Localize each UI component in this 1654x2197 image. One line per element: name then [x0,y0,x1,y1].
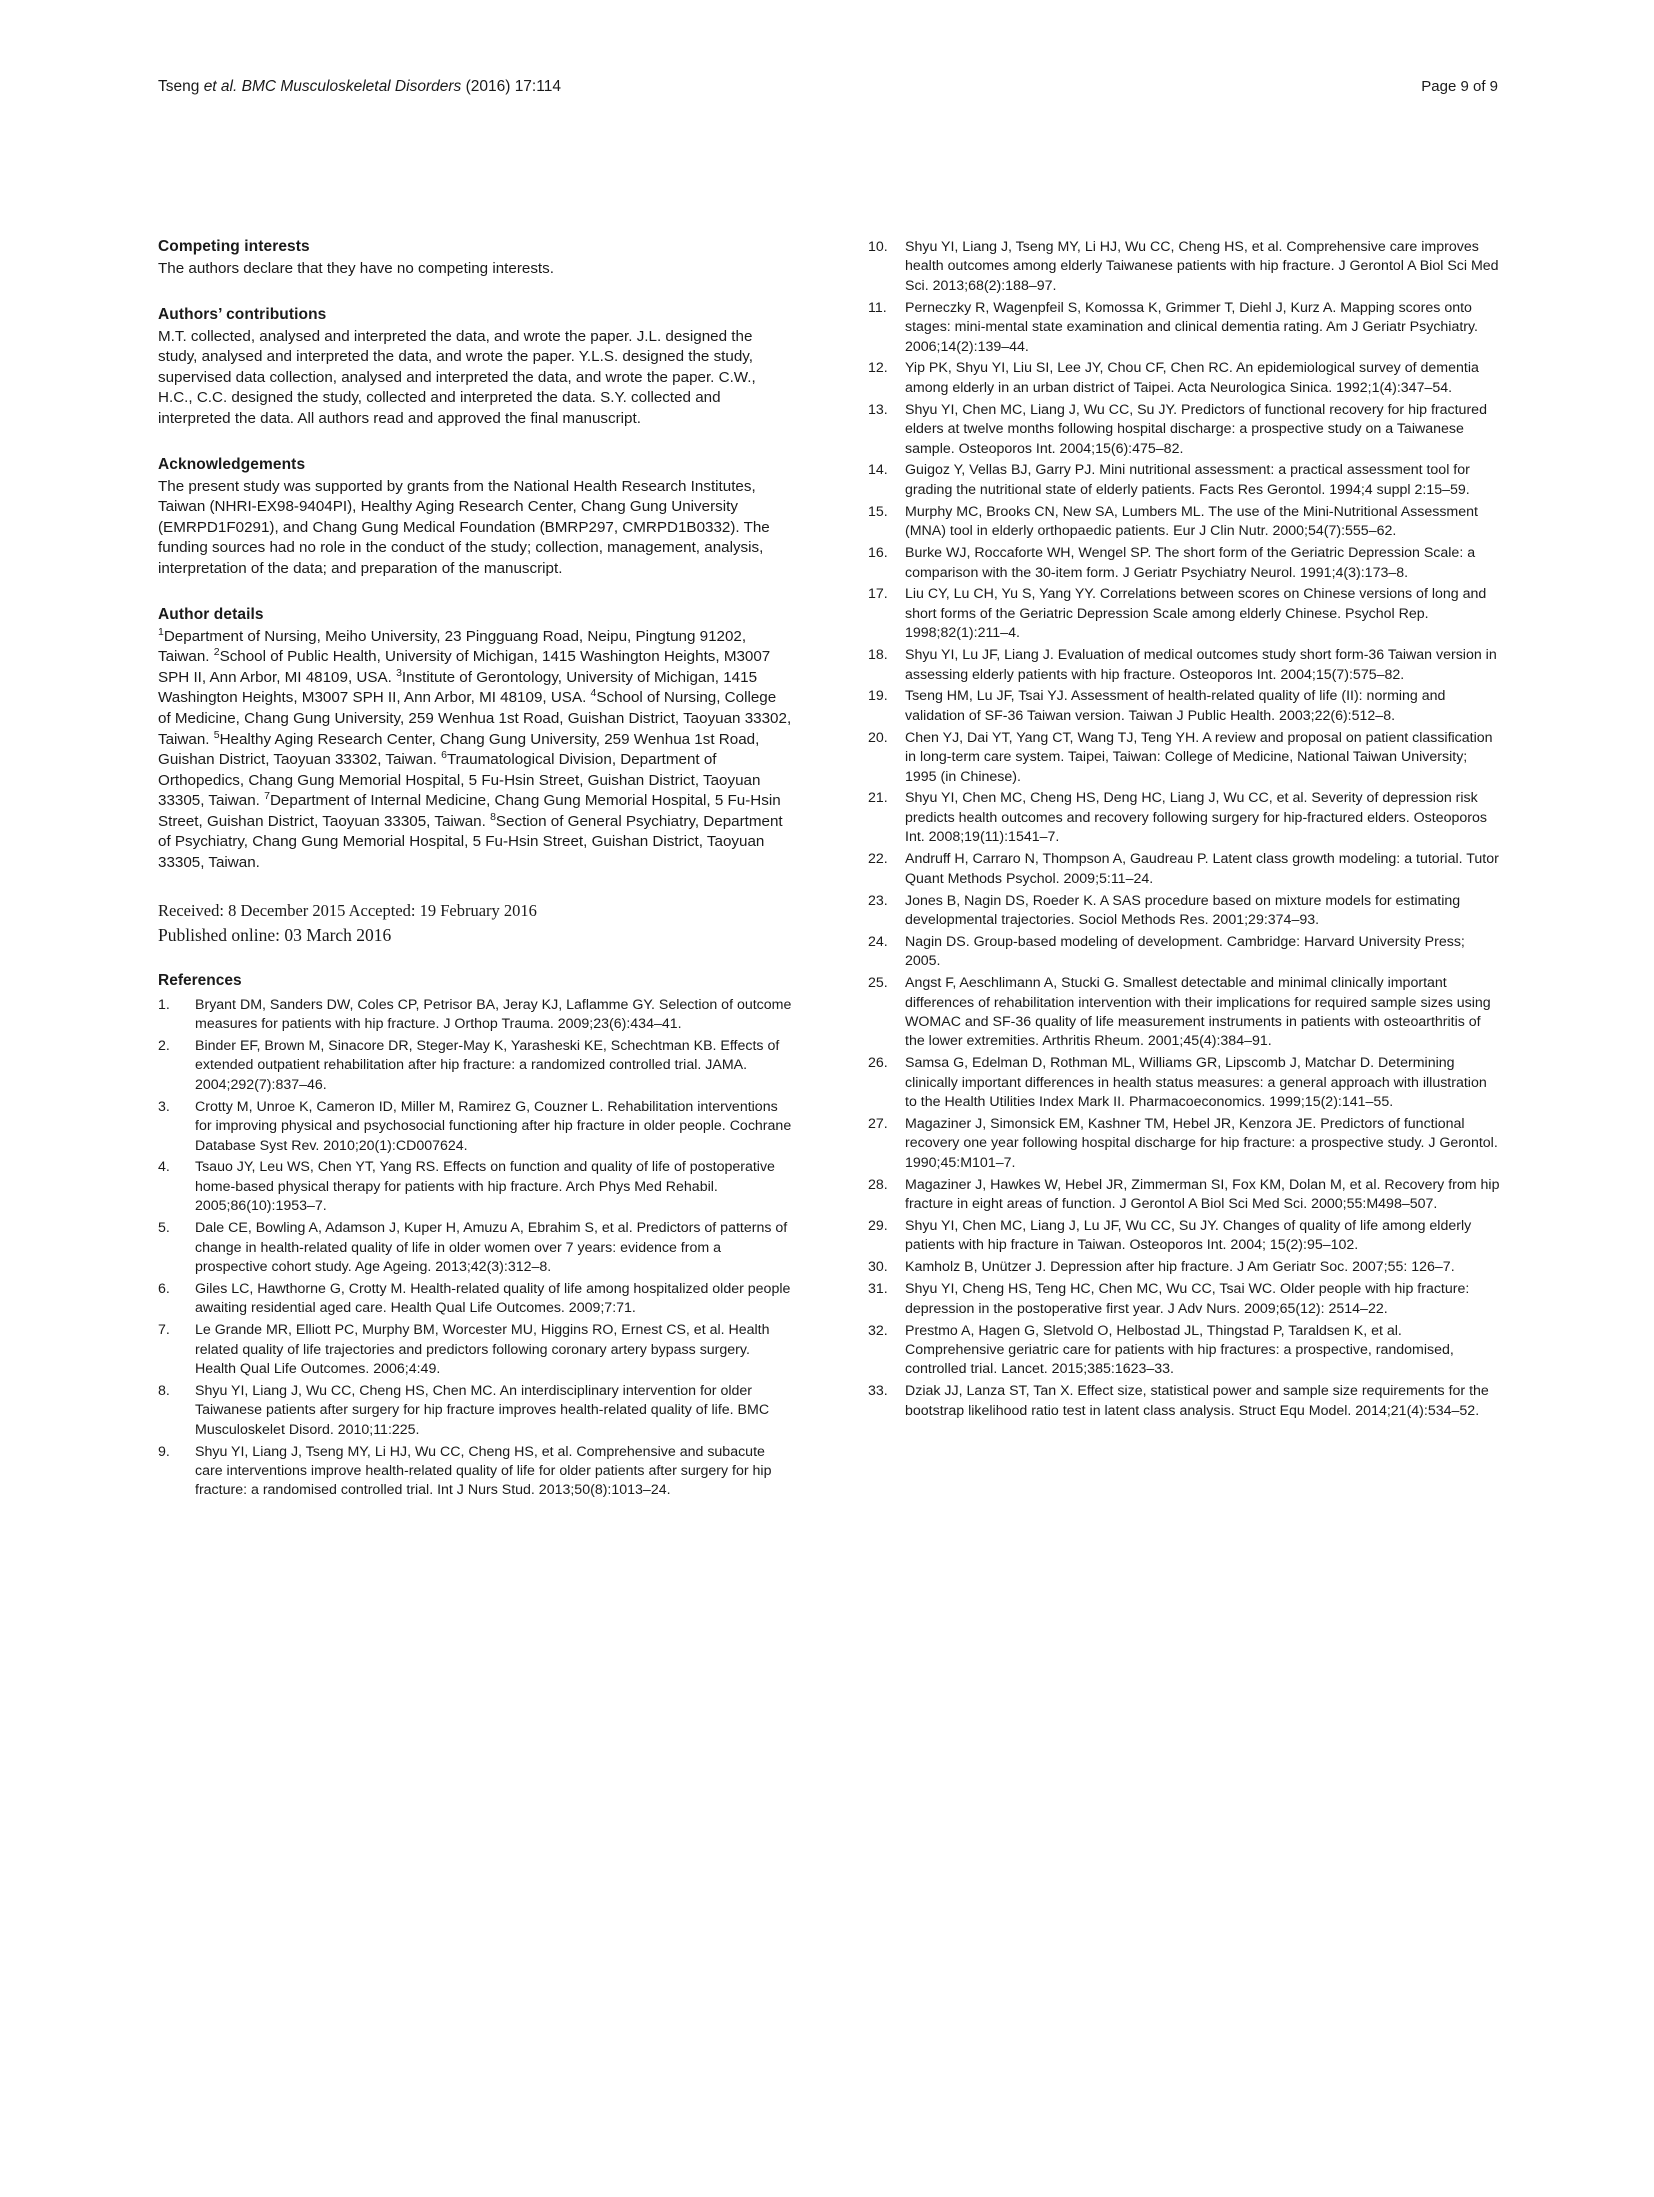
publication-dates [158,900,792,946]
reference-item: Angst F, Aeschlimann A, Stucki G. Smallest detectable and minimal clinically important differences of rehabilitation intervention with their implications for required sample sizes using WOMAC and SF-36 quality of life measurement instruments in patients with osteoarthritis of the lower extremities. Arthritis Rheum. 2001;45(4):384–91. [905,975,1491,1050]
right-column [868,238,1502,1424]
reference-item: Shyu YI, Cheng HS, Teng HC, Chen MC, Wu CC, Tsai WC. Older people with hip fracture: depression in the postoperative first year. J Adv Nurs. 2009;65(12): 2514–22. [905,1281,1470,1317]
page-number: Page 9 of 9 [1421,78,1498,95]
header-citation [158,78,561,96]
reference-item: Tsauo JY, Leu WS, Chen YT, Yang RS. Effects on function and quality of life of postoperative home-based physical therapy for patients with hip fracture. Arch Phys Med Rehabil. 2005;86(10):1953–7. [195,1159,775,1215]
reference-item: Perneczky R, Wagenpfeil S, Komossa K, Grimmer T, Diehl J, Kurz A. Mapping scores onto stages: mini-mental state examination and clinical dementia rating. Am J Geriatr Psychiatry. 2006;14(2):139–44. [905,299,1478,355]
reference-item: Shyu YI, Liang J, Wu CC, Cheng HS, Chen MC. An interdisciplinary intervention for older Taiwanese patients after surgery for hip fracture improves health-related quality of life. BMC Musculoskelet Disord. 2010;11:225. [195,1382,770,1438]
reference-list-left [158,996,792,1501]
section-text: $^1$Department of Nursing, Meiho University, 23 Pingguang Road, Neipu, Pingtung 91202, Taiwan. $^2$School of Public Health, University of Michigan, 1415 Washington Heights, M3007 SPH II, Ann Arbor, MI 48109, USA. $^3$Institute of Gerontology, University of Michigan, 1415 Washington Heights, M3007 SPH II, Ann Arbor, MI 48109, USA. $^4$School of Nursing, College of Medicine, Chang Gung University, 259 Wenhua 1st Road, Guishan District, Taoyuan 33302, Taiwan. $^5$Healthy Aging Research Center, Chang Gung University, 259 Wenhua 1st Road, Guishan District, Taoyuan 33302, Taiwan. $^6$Traumatological Division, Department of Orthopedics, Chang Gung Memorial Hospital, 5 Fu-Hsin Street, Guishan District, Taoyuan 33305, Taiwan. $^7$Department of Internal Medicine, Chang Gung Memorial Hospital, 5 Fu-Hsin Street, Guishan District, Taoyuan 33305, Taiwan. $^8$Section of General Psychiatry, Department of Psychiatry, Chang Gung Memorial Hospital, 5 Fu-Hsin Street, Guishan District, Taoyuan 33305, Taiwan. [158,625,792,872]
reference-item: Kamholz B, Unützer J. Depression after hip fracture. J Am Geriatr Soc. 2007;55: 126–7. [905,1259,1455,1276]
section-heading: Author details [158,605,264,623]
reference-item: Magaziner J, Hawkes W, Hebel JR, Zimmerman SI, Fox KM, Dolan M, et al. Recovery from hip fracture in eight areas of function. J Gerontol A Biol Sci Med Sci. 2000;55:M498–507. [905,1176,1500,1213]
section-text: The authors declare that they have no competing interests. [158,260,554,277]
reference-item: Prestmo A, Hagen G, Sletvold O, Helbostad JL, Thingstad P, Taraldsen K, et al. Comprehensive geriatric care for patients with hip fractures: a prospective, randomised, controlled trial. Lancet. 2015;385:1623–33. [905,1322,1454,1378]
reference-item: Shyu YI, Lu JF, Liang J. Evaluation of medical outcomes study short form-36 Taiwan version in assessing elderly patients with hip fracture. Osteoporos Int. 2004;15(7):575–82. [905,647,1497,683]
reference-item: Bryant DM, Sanders DW, Coles CP, Petrisor BA, Jeray KJ, Laflamme GY. Selection of outcome measures for patients with hip fracture. J Orthop Trauma. 2009;23(6):434–41. [195,996,792,1033]
two-column-body [158,238,1503,1998]
affiliation-superscript: 5 [213,728,220,741]
affiliation-superscript: 8 [490,810,496,823]
reference-item: Nagin DS. Group-based modeling of development. Cambridge: Harvard University Press; 2005. [905,933,1465,970]
affiliation-superscript: 2 [213,646,220,659]
section-authors-contributions [158,306,792,430]
reference-item: Dziak JJ, Lanza ST, Tan X. Effect size, statistical power and sample size requirements for the bootstrap likelihood ratio test in latent class analysis. Struct Equ Model. 2014;21(4):534–52. [905,1383,1489,1419]
header-authors: Tseng [158,78,200,95]
section-text: The present study was supported by grants from the National Health Research Institutes, Taiwan (NHRI-EX98-9404PI), Healthy Aging Research Center, Chang Gung University (EMRPD1F0291), and Chang Gung Medical Foundation (BMRP297, CMRPD1B0332). The funding sources had no role in the conduct of the study; collection, management, analysis, interpretation of the data; and preparation of the manuscript. [158,477,770,577]
affiliation-superscript: 7 [264,790,270,803]
reference-item: Murphy MC, Brooks CN, New SA, Lumbers ML. The use of the Mini-Nutritional Assessment (MNA) tool in elderly orthopaedic patients. Eur J Clin Nutr. 2000;54(7):555–62. [905,503,1478,540]
affiliation-superscript: 6 [441,749,447,762]
affiliation-superscript: 1 [158,625,164,638]
reference-item: Guigoz Y, Vellas BJ, Garry PJ. Mini nutritional assessment: a practical assessment tool for grading the nutritional state of elderly patients. Facts Res Gerontol. 1994;4 suppl 2:15–59. [905,462,1470,498]
page-header [158,78,1498,96]
affiliation-superscript: 3 [396,666,402,679]
section-heading: Authors’ contributions [158,305,327,323]
published-online: Published online: 03 March 2016 [158,924,392,945]
reference-item: Shyu YI, Chen MC, Cheng HS, Deng HC, Liang J, Wu CC, et al. Severity of depression risk predicts health outcomes and recovery following surgery for hip-fractured elders. Osteoporos Int. 2008;19(11):1541–7. [905,790,1487,846]
section-competing-interests [158,238,792,280]
header-et-al: et al. [203,78,238,95]
reference-item: Shyu YI, Liang J, Tseng MY, Li HJ, Wu CC, Cheng HS, et al. Comprehensive care improves health outcomes among elderly Taiwanese patients with hip fracture. J Gerontol A Biol Sci Med Sci. 2013;68(2):188–97. [905,239,1499,294]
reference-item: Chen YJ, Dai YT, Yang CT, Wang TJ, Teng YH. A review and proposal on patient classification in long-term care system. Taipei, Taiwan: College of Medicine, National Taiwan University; 1995 (in Chinese). [905,729,1493,785]
affiliation-superscript: 4 [590,687,597,700]
reference-list-right [868,238,1502,1421]
reference-item: Samsa G, Edelman D, Rothman ML, Williams GR, Lipscomb J, Matchar D. Determining clinically important differences in health status measures: a general approach with illustration to the Health Utilities Index Mark II. Pharmacoeconomics. 1999;15(2):141–55. [905,1055,1487,1111]
header-volume: (2016) 17:114 [465,78,561,95]
reference-item: Tseng HM, Lu JF, Tsai YJ. Assessment of health-related quality of life (II): norming and validation of SF-36 Taiwan version. Taiwan J Public Health. 2003;22(6):512–8. [905,688,1446,724]
section-acknowledgements [158,456,792,580]
left-column [158,238,792,1503]
section-heading: Acknowledgements [158,455,306,473]
reference-item: Jones B, Nagin DS, Roeder K. A SAS procedure based on mixture models for estimating developmental trajectories. Sociol Methods Res. 2001;29:374–93. [905,892,1461,928]
section-heading: Competing interests [158,238,310,255]
reference-item: Shyu YI, Liang J, Tseng MY, Li HJ, Wu CC, Cheng HS, et al. Comprehensive and subacute care interventions improve health-related quality of life for older patients after surgery for hip fracture: a randomised controlled trial. Int J Nurs Stud. 2013;50(8):1013–24. [195,1443,772,1499]
reference-item: Shyu YI, Chen MC, Liang J, Lu JF, Wu CC, Su JY. Changes of quality of life among elderly patients with hip fracture in Taiwan. Osteoporos Int. 2004; 15(2):95–102. [905,1218,1472,1254]
reference-item: Burke WJ, Roccaforte WH, Wengel SP. The short form of the Geriatric Depression Scale: a comparison with the 30-item form. J Geriatr Psychiatry Neurol. 1991;4(3):173–8. [905,545,1476,581]
section-author-details [158,606,792,874]
reference-item: Giles LC, Hawthorne G, Crotty M. Health-related quality of life among hospitalized older people awaiting residential aged care. Health Qual Life Outcomes. 2009;7:71. [195,1280,791,1317]
reference-item: Yip PK, Shyu YI, Liu SI, Lee JY, Chou CF, Chen RC. An epidemiological survey of dementia among elderly in an urban district of Taipei. Acta Neurologica Sinica. 1992;1(4):347–54. [905,360,1479,396]
reference-item: Binder EF, Brown M, Sinacore DR, Steger-May K, Yarasheski KE, Schechtman KB. Effects of extended outpatient rehabilitation after hip fracture: a randomized controlled trial. JAMA. 2004;292(7):837–46. [195,1037,780,1093]
section-text: M.T. collected, analysed and interpreted the data, and wrote the paper. J.L. designed the study, analysed and interpreted the data, and wrote the paper. Y.L.S. designed the study, supervised data collection, analysed and interpreted the data, and wrote the paper. C.W., H.C., C.C. designed the study, collected and interpreted the data. S.Y. collected and interpreted the data. All authors read and approved the final manuscript. [158,327,756,427]
reference-item: Liu CY, Lu CH, Yu S, Yang YY. Correlations between scores on Chinese versions of long and short forms of the Geriatric Depression Scale among elderly Chinese. Psychol Rep. 1998;82(1):211–4. [905,586,1487,642]
received-accepted: Received: 8 December 2015 Accepted: 19 February 2016 [158,900,537,920]
reference-item: Shyu YI, Chen MC, Liang J, Wu CC, Su JY. Predictors of functional recovery for hip fractured elders at twelve months following hospital discharge: a prospective study on a Taiwanese sample. Osteoporos Int. 2004;15(6):475–82. [905,401,1487,457]
references-heading: References [158,971,242,989]
reference-item: Andruff H, Carraro N, Thompson A, Gaudreau P. Latent class growth modeling: a tutorial. Tutor Quant Methods Psychol. 2009;5:11–24. [905,851,1499,887]
reference-item: Le Grande MR, Elliott PC, Murphy BM, Worcester MU, Higgins RO, Ernest CS, et al. Health related quality of life trajectories and predictors following coronary artery bypass surgery. Health Qual Life Outcomes. 2006;4:49. [195,1322,770,1377]
header-journal: BMC Musculoskeletal Disorders [241,78,462,95]
reference-item: Magaziner J, Simonsick EM, Kashner TM, Hebel JR, Kenzora JE. Predictors of functional recovery one year following hospital discharge for hip fracture: a prospective study. J Gerontol. 1990;45:M101–7. [905,1115,1498,1171]
reference-item: Dale CE, Bowling A, Adamson J, Kuper H, Amuzu A, Ebrahim S, et al. Predictors of patterns of change in health-related quality of life in older women over 7 years: evidence from a prospective cohort study. Age Ageing. 2013;42(3):312–8. [195,1220,788,1275]
reference-item: Crotty M, Unroe K, Cameron ID, Miller M, Ramirez G, Couzner L. Rehabilitation interventions for improving physical and psychosocial functioning after hip fracture in older people. Cochrane Database Syst Rev. 2010;20(1):CD007624. [195,1098,792,1154]
